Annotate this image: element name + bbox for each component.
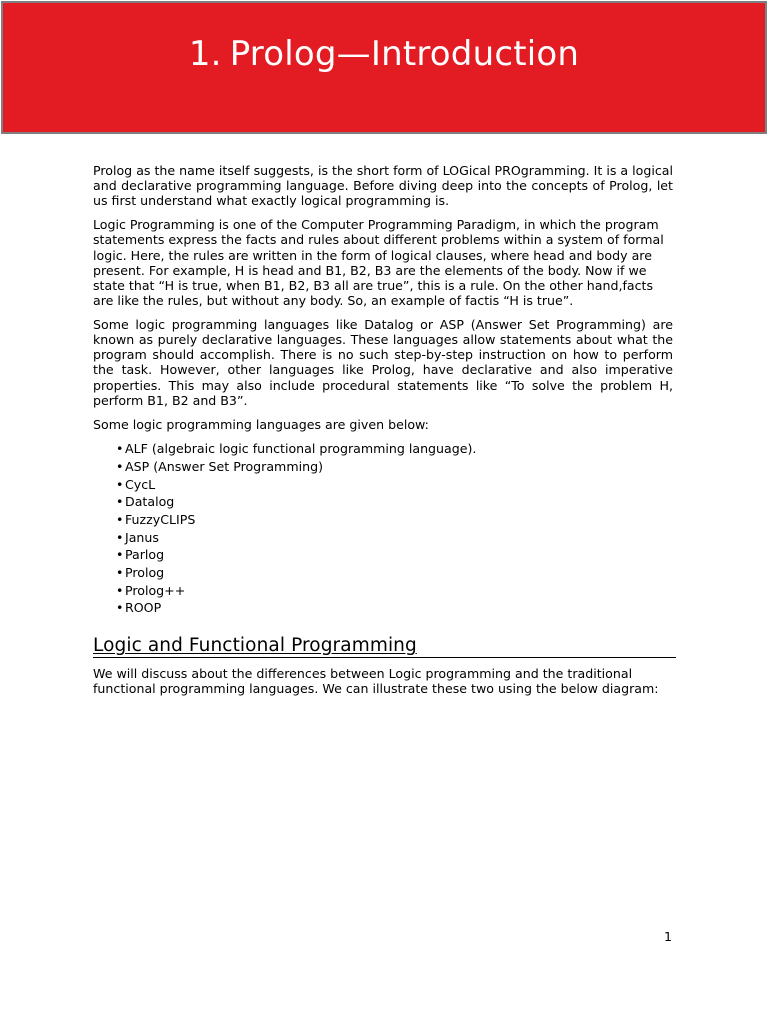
list-item-text: Prolog++ <box>125 582 186 598</box>
bullet-icon: • <box>116 512 124 527</box>
list-item-text: ALF (algebraic logic functional programming language). <box>125 441 477 457</box>
languages-list <box>93 440 673 617</box>
list-item <box>116 529 673 547</box>
section-paragraph: We will discuss about the differences between Logic programming and the traditional functional programming languages. We can illustrate these two using the below diagram: <box>93 666 659 697</box>
intro-paragraph: Prolog as the name itself suggests, is the short form of LOGical PROgramming. It is a logical and declarative programming language. Before diving deep into the concepts of Prolog, let us first understand what exactly logical programming is. <box>93 163 673 209</box>
bullet-icon: • <box>116 458 124 474</box>
list-item <box>116 582 673 600</box>
list-item <box>116 440 673 458</box>
list-item-text: Parlog <box>125 547 165 563</box>
list-item-text: Datalog <box>125 494 175 510</box>
declarative-languages-paragraph: Some logic programming languages like Datalog or ASP (Answer Set Programming) are known as purely declarative languages. These languages allow statements about what the program should accomplish. There is no such step-by-step instruction on how to perform the task. However, other languages like Prolog, have declarative and also imperative properties. This may also include procedural statements like “To solve the problem H, perform B1, B2 and B3”. <box>93 316 673 408</box>
list-item <box>116 493 673 511</box>
list-item-text: ASP (Answer Set Programming) <box>125 458 323 474</box>
chapter-title-text: Prolog—Introduction <box>229 34 580 74</box>
list-item-text: Janus <box>125 529 159 545</box>
chapter-number: 1. <box>188 34 222 74</box>
bullet-icon: • <box>116 476 124 492</box>
bullet-icon: • <box>116 441 124 457</box>
list-item <box>116 599 673 617</box>
list-item-text: ROOP <box>125 600 162 616</box>
languages-intro-paragraph: Some logic programming languages are given below: <box>93 416 429 432</box>
document-body <box>93 163 673 705</box>
list-item <box>116 546 673 564</box>
list-item-text: FuzzyCLIPS <box>125 512 196 527</box>
section-heading-text: Logic and Functional Programming <box>93 635 417 657</box>
page-number: 1 <box>664 929 673 944</box>
list-item-text: Prolog <box>125 565 165 581</box>
bullet-icon: • <box>116 582 124 598</box>
section-heading <box>93 635 676 658</box>
bullet-icon: • <box>116 547 124 563</box>
list-item <box>116 458 673 476</box>
list-item <box>116 476 673 494</box>
list-item <box>116 511 673 529</box>
bullet-icon: • <box>116 529 124 545</box>
list-item <box>116 564 673 582</box>
chapter-banner <box>1 1 767 134</box>
logic-programming-paragraph: Logic Programming is one of the Computer Programming Paradigm, in which the program statements express the facts and rules about different problems within a system of formal logic. Here, the rules are written in the form of logical clauses, where head and body are present. For example, H is head and B1, B2, B3 are the elements of the body. Now if we state that “H is true, when B1, B2, B3 all are true”, this is a rule. On the other hand,facts are like the rules, but without any body. So, an example of factis “H is true”. <box>93 217 664 309</box>
list-item-text: CycL <box>125 476 156 492</box>
bullet-icon: • <box>116 565 124 581</box>
bullet-icon: • <box>116 600 124 616</box>
chapter-title <box>3 34 765 74</box>
bullet-icon: • <box>116 494 124 510</box>
